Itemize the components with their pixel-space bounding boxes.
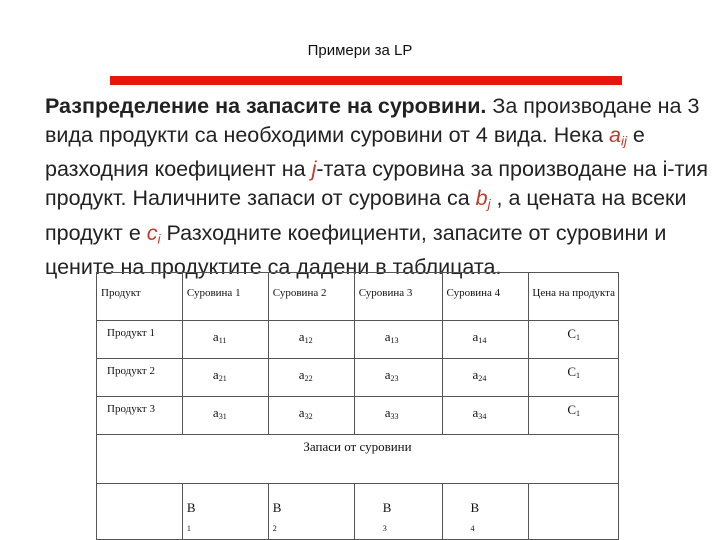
- header-cell: Суровина 3: [354, 273, 442, 321]
- product-cell: Продукт 1: [97, 321, 183, 359]
- coef-cell: $a_{32}$: [268, 397, 354, 435]
- coef-cell: $a_{24}$: [442, 359, 529, 397]
- table-header-row: [97, 273, 619, 321]
- body-text-segment: -тата суровина за производане на i-тия продукт. Наличните запаси от суровина са: [45, 157, 709, 210]
- product-cell: Продукт 2: [97, 359, 183, 397]
- product-cell: Продукт 3: [97, 397, 183, 435]
- coef-cell: $a_{34}$: [442, 397, 529, 435]
- coef-cell: $a_{21}$: [182, 359, 268, 397]
- coef-cell: $a_{11}$: [182, 321, 268, 359]
- problem-heading: Разпределение на запасите на суровини.: [45, 94, 487, 118]
- table-row: [97, 321, 619, 359]
- body-text-segment: е разходния коефициент на: [45, 122, 645, 182]
- resource-cell: B 4: [442, 484, 529, 540]
- body-text-segment: , а цената на всеки продукт е: [45, 185, 687, 245]
- var-j: j: [311, 157, 317, 182]
- price-cell: $C_1$: [529, 397, 619, 435]
- var-b: $b_j$: [475, 185, 491, 212]
- coef-cell: $a_{13}$: [354, 321, 442, 359]
- var-b-subscript: j: [487, 196, 491, 212]
- resource-cell: B 2: [268, 484, 354, 540]
- accent-bar: [110, 76, 622, 85]
- empty-cell: [97, 484, 183, 540]
- resource-cell: B 3: [354, 484, 442, 540]
- coef-cell: $a_{22}$: [268, 359, 354, 397]
- data-table: [96, 272, 619, 540]
- table-row: [97, 397, 619, 435]
- coef-cell: $a_{33}$: [354, 397, 442, 435]
- price-cell: $C_1$: [529, 359, 619, 397]
- header-cell: Продукт: [97, 273, 183, 321]
- table-row: [97, 359, 619, 397]
- resources-header-row: [97, 435, 619, 484]
- slide-title: Примери за LP: [307, 42, 413, 59]
- body-text-segment: За производане на 3 вида продукти са необходими суровини от 4 вида. Нека: [45, 94, 700, 147]
- var-c-subscript: i: [157, 230, 161, 246]
- header-cell: Суровина 1: [182, 273, 268, 321]
- var-a-subscript: ij: [621, 132, 627, 148]
- price-cell: $C_1$: [529, 321, 619, 359]
- var-c: $c_i$: [146, 220, 161, 246]
- coef-cell: $a_{31}$: [182, 397, 268, 435]
- coef-cell: $a_{23}$: [354, 359, 442, 397]
- body-text-segment: Разходните коефициенти, запасите от суровини и цените на продуктите са дадени в таблицата.: [45, 220, 667, 280]
- header-cell: Суровина 2: [268, 273, 354, 321]
- coef-cell: $a_{14}$: [442, 321, 529, 359]
- header-cell: Суровина 4: [442, 273, 529, 321]
- header-cell-price: Цена на продукта: [529, 273, 619, 321]
- resource-cell: B 1: [182, 484, 268, 540]
- coef-cell: $a_{12}$: [268, 321, 354, 359]
- body-text: [45, 92, 715, 282]
- empty-cell: [529, 484, 619, 540]
- resources-label: Запаси от суровини: [97, 435, 619, 484]
- var-a: $a_{ij}$: [609, 122, 627, 148]
- resources-row: [97, 484, 619, 540]
